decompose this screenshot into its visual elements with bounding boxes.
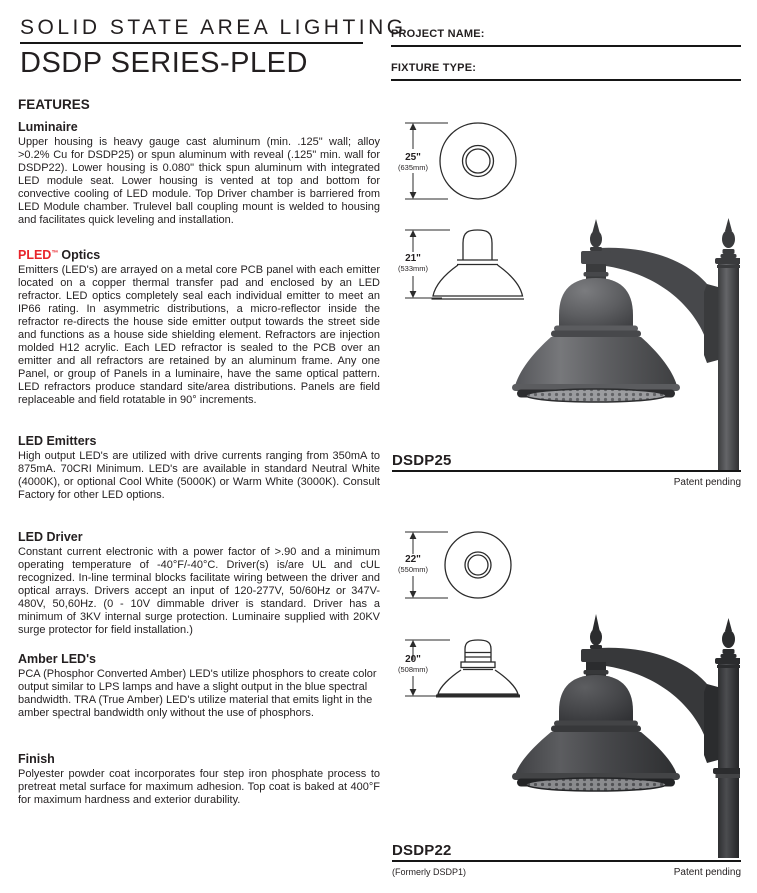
top-view-drawing xyxy=(445,532,511,598)
lamp-bell xyxy=(515,337,677,386)
section-led-emitters xyxy=(18,434,380,502)
arm-finial xyxy=(581,219,611,264)
lamp-shoulder xyxy=(551,326,641,338)
section-body: High output LED's are utilized with drive currents ranging from 350mA to 875mA. 70CRI Minimum. LED's are available in standard Neutral White (4000K), or optional Cool White (5000K) or Warm White (3000K). Consult Factory for other LED options. xyxy=(18,450,380,501)
features-heading: FEATURES xyxy=(18,97,90,112)
section-title: Amber LED's xyxy=(18,652,96,666)
formerly-note: (Formerly DSDP1) xyxy=(392,867,467,877)
project-name-label: PROJECT NAME: xyxy=(391,28,485,40)
section-title: LED Driver xyxy=(18,530,83,544)
section-title: Luminaire xyxy=(18,120,78,134)
section-pled-optics xyxy=(18,248,380,407)
lamp-dome xyxy=(559,675,633,724)
pled-brand: PLED xyxy=(18,248,52,262)
model-rule xyxy=(392,860,741,862)
section-body: Upper housing is heavy gauge cast aluminum (min. .125" wall; alloy >0.2% Cu for DSDP25) or spun aluminum with reveal (.125" min. wall for DSDP22). Lower housing is 0.080" thick spun aluminum with integrated LED module seat. Lower housing is vented at top and bottom for convective cooling of LED module. Top Driver chamber is barriered from LED Module chamber. Trulevel ball coupling mount is welded to housing and facilitates quick leveling and installation. xyxy=(18,136,380,226)
section-luminaire xyxy=(18,120,380,227)
pole xyxy=(715,258,740,470)
dimension-label-inches: 21" xyxy=(405,253,421,264)
dimension-label-mm: (508mm) xyxy=(397,665,428,674)
arm-finial xyxy=(581,614,611,662)
pole-finial xyxy=(721,618,737,658)
lamp-photo-dsdp25 xyxy=(512,212,740,470)
lamp-bell xyxy=(515,732,677,775)
section-title: LED Emitters xyxy=(18,434,97,448)
project-name-line xyxy=(391,45,741,47)
section-title-text: Optics xyxy=(61,248,101,262)
section-title xyxy=(18,248,380,262)
dimension-label-inches: 22" xyxy=(405,554,421,565)
dimension-label-mm: (635mm) xyxy=(397,163,428,172)
model-rule xyxy=(392,470,741,472)
pole-finial xyxy=(721,218,737,258)
product-model: DSDP22 xyxy=(392,842,452,859)
dimension-label-mm: (550mm) xyxy=(397,565,428,574)
page-title: SOLID STATE AREA LIGHTING xyxy=(20,16,407,39)
dimension-label-inches: 20" xyxy=(405,654,421,665)
title-underline xyxy=(20,42,363,44)
lamp-photo-dsdp22 xyxy=(512,612,740,858)
lamp-shoulder xyxy=(551,721,641,733)
section-amber-leds xyxy=(18,652,380,720)
trademark-mark: ™ xyxy=(51,250,59,257)
pole-bracket xyxy=(704,284,718,363)
section-body: PCA (Phosphor Converted Amber) LED's utilize phosphors to create color output similar to LPS lamps and have a slight output in the blue spectral bandwidth. TRA (True Amber) LED's utilize material that emits light in the amber spectral bandwidth only without the use of phosphors. xyxy=(18,668,377,719)
product-model: DSDP25 xyxy=(392,452,452,469)
top-view-drawing xyxy=(440,123,516,199)
patent-pending-note: Patent pending xyxy=(673,867,741,878)
dimension-label-inches: 25" xyxy=(405,152,421,163)
section-finish xyxy=(18,752,380,807)
dsdp25-dimension-drawings xyxy=(392,110,532,310)
led-array xyxy=(526,389,666,402)
section-title: Finish xyxy=(18,752,55,766)
dimension-label-mm: (533mm) xyxy=(397,264,428,273)
series-title: DSDP SERIES-PLED xyxy=(20,47,308,79)
side-view-drawing xyxy=(436,640,520,698)
fixture-type-label: FIXTURE TYPE: xyxy=(391,62,477,74)
fixture-type-line xyxy=(391,79,741,81)
side-view-drawing xyxy=(432,230,525,299)
lamp-dome xyxy=(559,278,633,329)
section-body: Emitters (LED's) are arrayed on a metal core PCB panel with each emitter located on a copper thermal transfer pad and enclosed by an LED refractor. LED optics completely seal each individual emitter to meet an IP66 rating. In asymmetric distributions, a micro-reflector inside the refractor re-directs the house side emitter output towards the street side and functions as a house side shielding element. Refractors are injection molded H12 acrylic. Each LED refractor is sealed to the PCB over an emitter and all refractors are retained by an aluminum frame. Any one Panel, or group of Panels in a luminaire, have the same optical pattern. LED refractors produce standard site/area distributions. Panels are field replaceable and field rotatable in 90° increments. xyxy=(18,264,380,406)
section-led-driver xyxy=(18,530,380,637)
section-body: Constant current electronic with a power factor of >.90 and a minimum operating temperature of -40°F/-40°C. Driver(s) is/are UL and cUL recognized. In-line terminal blocks facilitate wiring between the driver and optical arrays. Drivers accept an input of 120-277V, 50/60Hz or 347V-480V, 50,60Hz. (0 - 10V dimmable driver is standard. Driver has a minimum of 3KV internal surge protection. Luminaire supplied with 20KV surge protector for field installation.) xyxy=(18,546,380,636)
led-array xyxy=(526,778,666,791)
section-body: Polyester powder coat incorporates four step iron phosphate process to pretreat metal surface for maximum adhesion. Top coat is baked at 400°F for maximum hardness and exterior durability. xyxy=(18,768,380,806)
pole-bracket xyxy=(704,684,718,763)
patent-pending-note: Patent pending xyxy=(673,477,741,488)
